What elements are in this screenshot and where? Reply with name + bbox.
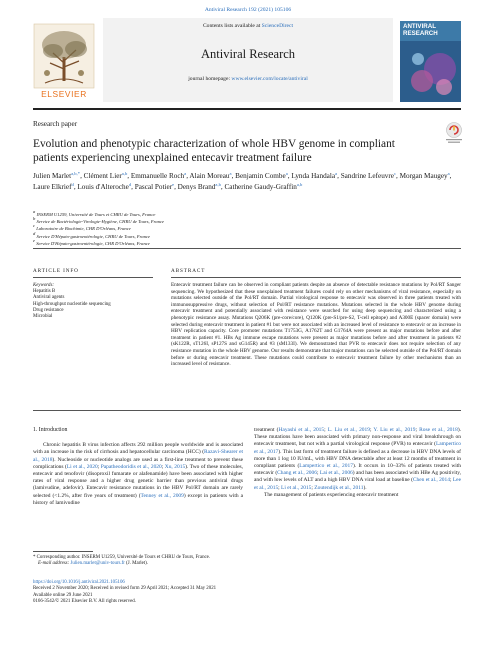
affiliation-item [33, 211, 461, 218]
body-text: ). [363, 484, 367, 491]
abstract-text: Entecavir treatment failure can be observed in compliant patients despite an absence of detectable resistance mutations by Pol/RT Sanger sequencing. We hypothesized that these unexplained treatment failures could rely on other mechanisms of viral resistance, especially on mutations selected outside of the Pol/RT domain. Partial virological response to entecavir was observed in three patients treated with immunosuppressive drugs, without selection of Pol/RT resistance mutations. Mutations selected in the whole HBV genome during entecavir treatment and potentially associated with resistance were searched for using deep sequencing and characterized using a phenotypic resistance assay. Mutations Q206K (pre-core/core), Q120K (pre-S1/pre-S2, T-cell epitope) and A300E (spacer domain) were selected during entecavir treatment in patient #1 but were not associated with an increased level of resistance to entecavir or an increase in HBV replication capacity. Core promoter mutations T1753G, A1762T and G1764A were present as major mutations before and after treatment in patient #1. HBs Ag immune escape mutations were present as major mutations before and after treatment in patients #2 (sK122R, sT126I, sP127S and sG145R) and #3 (sM133I). We demonstrated that PVR to entecavir does not require selection of any resistance mutation in the whole HBV genome. Our results demonstrate that major mutations can be selected outside of the Pol/RT domain before or during entecavir treatment. These mutations could contribute to entecavir treatment failure by other mechanisms than an increased level of resistance. [171, 282, 461, 368]
keyword-item: Drug resistance [33, 307, 64, 313]
received-dates: Received 2 November 2020; Received in revised form 29 April 2021; Accepted 31 May 2021 [33, 586, 217, 592]
introduction-heading: 1. Introduction [33, 427, 68, 433]
citation-link[interactable]: Lampertico et al., 2017 [254, 441, 461, 455]
corresponding-author-note: * Corresponding author. INSERM U1259, Université de Tours et CHRU de Tours, France. [33, 555, 211, 560]
article-info-rule [33, 277, 153, 278]
author-affiliation-mark[interactable]: e [172, 182, 175, 187]
author-name: Sandrine Lefeuvre [340, 172, 394, 180]
journal-info-box [103, 18, 393, 102]
affiliation-list [33, 211, 461, 247]
citation-link[interactable]: Li et al., 2015 [281, 484, 312, 491]
author-separator: , [287, 172, 292, 180]
body-text: ; [161, 463, 165, 470]
keyword-item: High-throughput nucleotide sequencing [33, 301, 111, 307]
body-column-left [33, 427, 243, 507]
citation-link[interactable]: Hayashi et al., 2015 [278, 427, 325, 433]
affiliation-letter: d [33, 230, 36, 236]
author-list [33, 171, 461, 193]
author-affiliation-mark[interactable]: a [229, 171, 232, 176]
email-label: E-mail address: [38, 561, 71, 567]
author-separator: , [131, 183, 135, 191]
paper-title: Evolution and phenotypic characterization of whole HBV genome in compliant patients experiencing unexplained entecavir treatment failure [33, 138, 395, 164]
author-affiliation-mark[interactable]: d [71, 182, 74, 187]
affiliation-divider [33, 248, 461, 249]
author-affiliation-mark[interactable]: a,b,* [71, 171, 81, 176]
keywords-label: Keywords: [33, 283, 55, 288]
author-separator: , [449, 172, 452, 180]
author-affiliation-mark[interactable]: a,b [121, 171, 128, 176]
homepage-line [103, 76, 393, 82]
body-text: ; [278, 484, 282, 491]
keyword-item: Microbial [33, 314, 53, 320]
keywords-list [33, 289, 153, 320]
citation-link[interactable]: Lee et al., 2015 [254, 477, 461, 491]
keyword-item: Antiviral agents [33, 295, 65, 301]
author-name: Catherine Gaudy-Graffin [224, 183, 297, 191]
email-link[interactable]: Julien.marlet@univ-tours.fr [70, 561, 125, 567]
citation-link[interactable]: Chen et al., 2014 [412, 477, 450, 484]
intro-paragraph-1-cont [254, 427, 461, 492]
citation-link[interactable]: Li et al., 2020 [66, 463, 98, 470]
abstract-heading: ABSTRACT [171, 268, 206, 274]
body-text: ; [311, 484, 315, 491]
affiliation-text: INSERM U1259, Université de Tours et CHRU de Tours, France [35, 212, 156, 217]
author-separator: , [80, 172, 84, 180]
author-name: Lynda Handala [291, 172, 336, 180]
abstract-divider [33, 410, 461, 411]
author-separator: , [73, 183, 78, 191]
check-for-updates-badge[interactable] [445, 121, 463, 145]
body-text: ). Nucleoside or nucleotide analogs are used as a first-line treatment to prevent these complications ( [33, 456, 243, 470]
keyword-item: Hepatitis B [33, 289, 56, 295]
citation-link[interactable]: Y. Liu et al., 2019 [373, 427, 416, 433]
copyright: 0166-3542/© 2021 Elsevier B.V. All rights reserved. [33, 598, 136, 604]
author-affiliation-mark[interactable]: c [393, 171, 397, 176]
body-text: ; [449, 477, 453, 484]
cover-title: ANTIVIRAL RESEARCH [403, 23, 438, 37]
author-separator: , [174, 183, 178, 191]
body-text: ) except in patients with a history of lamivudine [33, 492, 243, 506]
contents-prefix: Contents lists available at [202, 23, 262, 29]
elsevier-tree-icon [33, 23, 95, 89]
body-column-right [254, 427, 461, 499]
affiliation-text: Laboratoire de Biochimie, CHR D'Orléans, France [35, 226, 131, 232]
author-separator: , [220, 183, 225, 191]
citation-link[interactable]: Lai et al., 2006 [319, 470, 353, 477]
citation-link[interactable]: Razavi-Shearer et al., 2018 [33, 449, 244, 463]
citation-link[interactable]: L. Liu et al., 2019 [327, 427, 370, 433]
body-text: ; [324, 427, 328, 433]
citation-link[interactable]: Chang et al., 2006 [277, 470, 317, 477]
article-type: Research paper [33, 120, 78, 128]
author-affiliation-mark[interactable]: a [184, 171, 187, 176]
author-name: Louis d'Alteroche [77, 183, 129, 191]
sciencedirect-link[interactable]: ScienceDirect [261, 23, 294, 29]
check-for-updates-icon [445, 121, 463, 145]
doi-link[interactable]: https://doi.org/10.1016/j.antiviral.2021.105106 [33, 580, 125, 585]
journal-citation[interactable]: Antiviral Research 192 (2021) 105106 [204, 7, 292, 13]
affiliation-item [33, 225, 461, 232]
journal-cover-thumbnail[interactable] [400, 21, 461, 102]
author-affiliation-mark[interactable]: a [335, 171, 338, 176]
affiliation-item [33, 237, 461, 247]
body-text: ). It occurs in 10–33% of patients treated with entecavir ( [254, 463, 461, 477]
journal-header [33, 18, 461, 106]
email-suffix: (J. Marlet). [124, 561, 149, 567]
citation-link[interactable]: Tenney et al., 2009 [140, 492, 184, 499]
body-text: treatment ( [254, 427, 279, 433]
author-separator: , [396, 172, 400, 180]
author-affiliation-mark[interactable]: a [285, 171, 288, 176]
author-name: Benjamin Combe [235, 172, 286, 180]
affiliation-letter: b [33, 216, 36, 222]
keywords-block [33, 283, 153, 320]
author-separator: , [186, 172, 190, 180]
body-text: ). These mutations have been associated with primary non-response and viral breakthrough on entecavir treatment, but not with a partial virological response (PVR) to entecavir ( [254, 427, 461, 448]
affiliation-letter: c [33, 223, 36, 229]
journal-title: Antiviral Research [200, 47, 296, 61]
body-text: ) and has been associated with HBe Ag positivity, and with low levels of ALT and a high HBV DNA viral load at baseline ( [254, 470, 462, 484]
affiliation-text: Service D'Hépato-gastroentérologie, CHRU de Tours, France [35, 233, 151, 239]
abstract-rule [171, 277, 461, 278]
citation-link[interactable]: Xu, 2015 [164, 463, 186, 470]
contents-line [103, 23, 393, 29]
affiliation-item [33, 218, 461, 225]
citation-link[interactable]: Papatheodoridis et al., 2020 [100, 463, 162, 470]
email-line [33, 561, 461, 567]
affiliation-text: Service de Bactériologie-Virologie-Hygiène, CHRU de Tours, France [35, 219, 165, 225]
publication-info [33, 580, 461, 605]
author-affiliation-mark[interactable]: a,b [296, 182, 303, 187]
author-name: Emmanuelle Roch [130, 172, 185, 180]
author-name: Alain Moreau [189, 172, 230, 180]
author-name: Morgan Maugey [399, 172, 448, 180]
citation-link[interactable]: Lampertico et al., 2017 [299, 463, 353, 470]
author-separator: , [231, 172, 236, 180]
footnote-rule [33, 551, 93, 552]
author-separator: , [127, 172, 131, 180]
affiliation-letter: e [33, 237, 36, 243]
author-name: Julien Marlet [33, 172, 72, 180]
online-date: Available online 29 June 2021 [33, 592, 93, 598]
citation-link[interactable]: Rose et al., 2018 [419, 427, 458, 433]
affiliation-letter: a [33, 209, 36, 214]
body-text: ). This last form of treatment failure is defined as a decrease in HBV DNA levels of more than 1 log 10 IU/mL, with HBV DNA detectable after at least 12 months of treatment in compliant patients ( [254, 448, 461, 470]
body-text: ; [415, 427, 420, 433]
body-text: ; [97, 463, 101, 470]
body-text: ; [316, 470, 320, 477]
elsevier-wordmark: ELSEVIER [41, 89, 87, 99]
intro-paragraph-1 [33, 442, 243, 507]
body-text: ; [369, 427, 374, 433]
affiliation-text: Service D'Hépato-gastroentérologie, CHR D'Orléans, France [35, 240, 150, 246]
body-text: Chronic hepatitis B virus infection affects 292 million people worldwide and is associated with an increase in the risk of cirrhosis and hepatocellular carcinoma (HCC) ( [33, 442, 243, 456]
citation-link[interactable]: Zoutendijk et al., 2011 [314, 484, 364, 491]
article-info-heading: ARTICLE INFO [33, 268, 79, 274]
author-name: Pascal Potier [134, 183, 173, 191]
elsevier-logo [33, 23, 95, 99]
footnote [33, 555, 461, 568]
author-name: Clément Lier [83, 172, 122, 180]
intro-paragraph-2: The management of patients experiencing entecavir treatment [264, 491, 399, 498]
author-affiliation-mark[interactable]: a [447, 171, 450, 176]
body-text: ). Two of these molecules, entecavir and tenofovir (disoproxil fumarate or alafenamide) have been associated with higher rates of viral response and a higher drug genetic barrier than previous antiviral drugs (lamivudine, adefovir). Entecavir resistance mutations in the HBV Pol/RT domain are rarely selected (<1.2%, after five years of treatment) ( [33, 463, 243, 499]
author-affiliation-mark[interactable]: d [128, 182, 132, 187]
author-separator: , [337, 172, 341, 180]
journal-homepage-link[interactable]: www.elsevier.com/locate/antiviral [231, 76, 308, 82]
header-divider [33, 108, 461, 110]
author-affiliation-mark[interactable]: a,b [215, 182, 221, 187]
author-name: Laure Elkrief [33, 183, 72, 191]
author-name: Denys Brand [177, 183, 216, 191]
affiliation-item [33, 230, 461, 240]
homepage-prefix: journal homepage: [188, 76, 232, 82]
